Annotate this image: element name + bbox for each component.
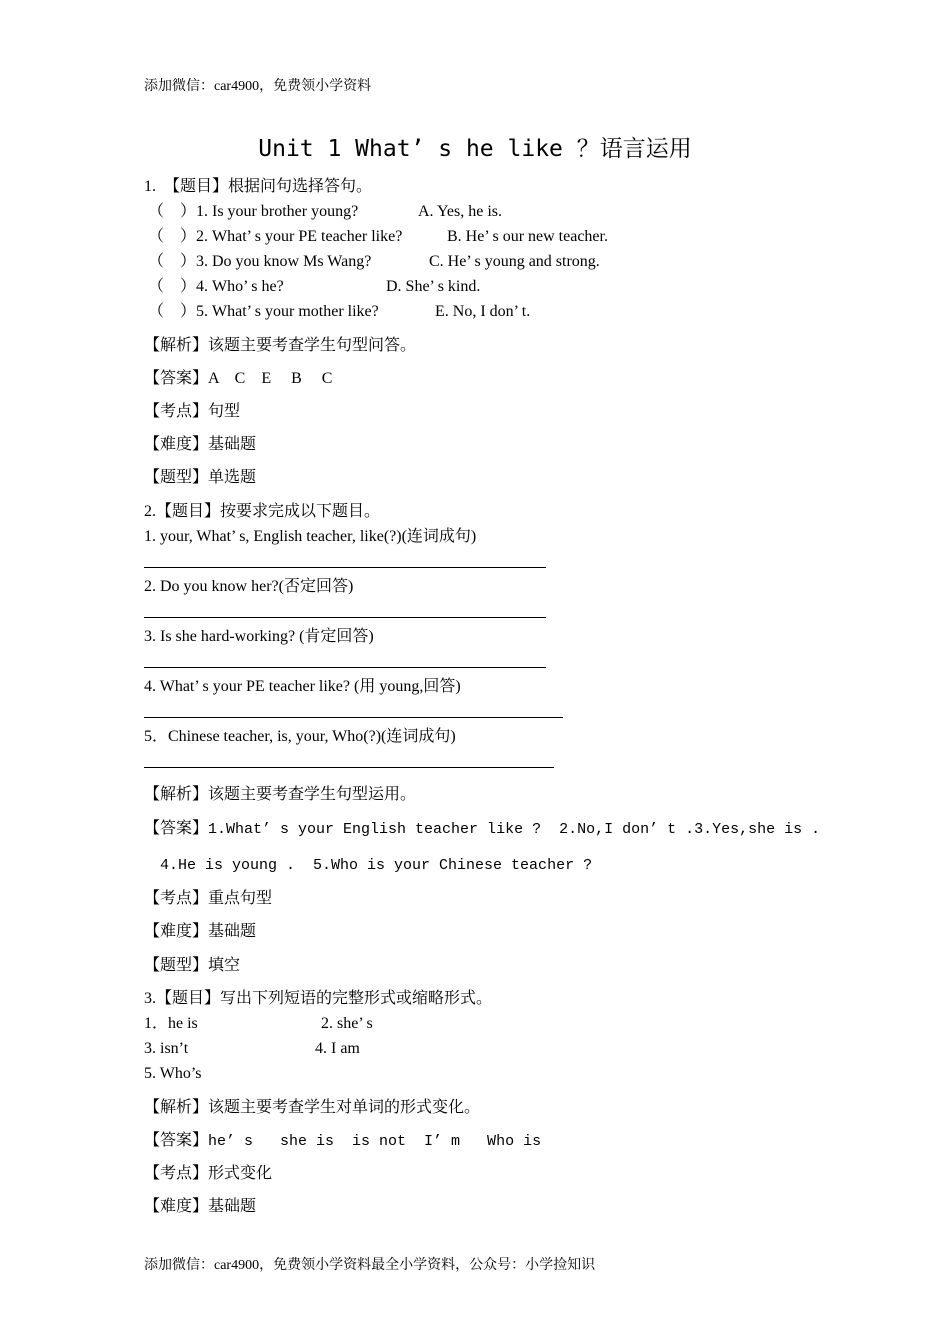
header-text: 添加微信：car4900，免费领小学资料 [144,79,372,94]
q3-analysis: 【解析】该题主要考查学生对单词的形式变化。 [144,1099,481,1116]
q2-point: 【考点】重点句型 [144,890,273,907]
q2-type: 【题型】填空 [144,957,241,974]
q3-point: 【考点】形式变化 [144,1165,273,1182]
q2-difficulty: 【难度】基础题 [144,923,257,940]
q1-question: （ ）5. What’ s your mother like? [148,303,379,320]
q1-analysis: 【解析】该题主要考查学生句型问答。 [144,337,417,354]
q3-item: 4. I am [315,1040,360,1057]
q1-difficulty: 【难度】基础题 [144,436,257,453]
q1-prompt: 1. 【题目】根据问句选择答句。 [144,178,373,195]
q2-item: 2. Do you know her?(否定回答) [144,578,354,595]
q2-answer-line2: 4.He is young . 5.Who is your Chinese teacher ? [160,857,593,874]
q2-answer-line1: 1.What’ s your English teacher like ? 2.No,I don’ t .3.Yes,she is . [208,821,821,838]
q3-item: 5. Who’s [144,1065,202,1082]
q1-question: （ ）2. What’ s your PE teacher like? [148,228,403,245]
q3-item: 3. isn’t [144,1040,189,1057]
q1-option: C. He’ s young and strong. [429,253,600,270]
q3-answer-value: he’ s she is is not I’ m Who is [208,1133,542,1150]
footer-text: 添加微信：car4900，免费领小学资料最全小学资料，公众号：小学捡知识 [144,1258,596,1273]
answer-line[interactable] [144,717,563,718]
q2-analysis: 【解析】该题主要考查学生句型运用。 [144,786,417,803]
q2-item: 3. Is she hard-working? (肯定回答) [144,628,374,645]
q3-difficulty: 【难度】基础题 [144,1198,257,1215]
q1-option: E. No, I don’ t. [435,303,531,320]
q2-item: 5．Chinese teacher, is, your, Who(?)(连词成句) [144,728,456,745]
q2-item: 4. What’ s your PE teacher like? (用 young,回答) [144,678,461,695]
answer-line[interactable] [144,617,546,618]
q3-answer-label: 【答案】 [144,1132,209,1149]
q1-question: （ ）1. Is your brother young? [148,203,359,220]
q2-prompt: 2.【题目】按要求完成以下题目。 [144,503,381,520]
q1-option: A. Yes, he is. [418,203,503,220]
answer-line[interactable] [144,567,546,568]
q3-item: 2. she’ s [321,1015,373,1032]
q1-option: B. He’ s our new teacher. [447,228,608,245]
q1-type: 【题型】单选题 [144,469,257,486]
q3-answer [144,1131,541,1152]
q1-answer: 【答案】A C E B C [144,370,333,387]
q3-item: 1．he is [144,1015,198,1032]
q1-question: （ ）3. Do you know Ms Wang? [148,253,372,270]
answer-line[interactable] [144,767,554,768]
q1-point: 【考点】句型 [144,403,241,420]
q1-question: （ ）4. Who’ s he? [148,278,284,295]
page-title: Unit 1 What’ s he like ？语言运用 [258,136,692,162]
q2-answer [144,819,820,840]
q2-item: 1. your, What’ s, English teacher, like(?)(连词成句) [144,528,477,545]
answer-line[interactable] [144,667,546,668]
q3-prompt: 3.【题目】写出下列短语的完整形式或缩略形式。 [144,990,493,1007]
q2-answer-label: 【答案】 [144,820,209,837]
q1-option: D. She’ s kind. [386,278,481,295]
